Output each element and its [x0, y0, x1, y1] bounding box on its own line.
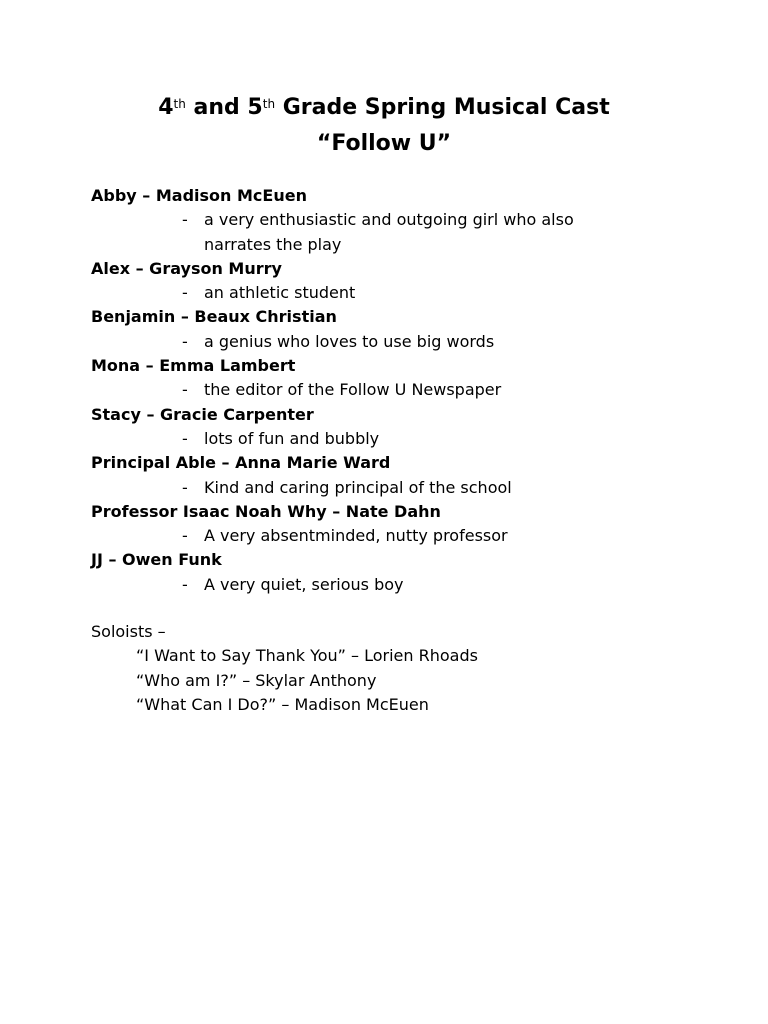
title-superscript-th-2: th	[262, 97, 276, 111]
cast-entry	[91, 403, 691, 452]
cast-role: JJ – Owen Funk	[91, 550, 222, 570]
description-line: A very quiet, serious boy	[204, 574, 404, 594]
cast-description	[91, 378, 691, 402]
cast-role: Stacy – Gracie Carpenter	[91, 404, 314, 424]
cast-list	[91, 184, 691, 597]
cast-entry	[91, 548, 691, 597]
description-line: a genius who loves to use big words	[204, 331, 495, 351]
description-line: A very absentminded, nutty professor	[204, 526, 508, 546]
soloist-item: “What Can I Do?” – Madison McEuen	[136, 694, 429, 714]
description-line: an athletic student	[204, 283, 356, 303]
cast-description	[91, 427, 691, 451]
soloists-heading: Soloists –	[91, 622, 166, 641]
bullet-dash: -	[182, 380, 188, 400]
cast-description	[91, 573, 691, 597]
title-text-4: 4	[158, 95, 174, 120]
cast-description	[91, 476, 691, 500]
cast-role: Abby – Madison McEuen	[91, 186, 307, 205]
bullet-dash: -	[182, 526, 188, 546]
bullet-dash: -	[182, 428, 188, 448]
cast-description	[91, 208, 691, 257]
description-line: narrates the play	[204, 234, 342, 254]
description-line: lots of fun and bubbly	[204, 428, 380, 448]
cast-entry	[91, 184, 691, 257]
cast-entry	[91, 500, 691, 549]
bullet-dash: -	[182, 574, 188, 594]
bullet-dash: -	[182, 477, 188, 497]
description-line: Kind and caring principal of the school	[204, 477, 512, 497]
cast-role: Principal Able – Anna Marie Ward	[91, 453, 391, 473]
cast-description	[91, 524, 691, 548]
cast-description	[91, 330, 691, 354]
cast-role: Alex – Grayson Murry	[91, 258, 282, 278]
page-title	[0, 94, 768, 122]
cast-entry	[91, 305, 691, 354]
cast-role: Benjamin – Beaux Christian	[91, 307, 337, 327]
description-line: the editor of the Follow U Newspaper	[204, 380, 502, 400]
bullet-dash: -	[182, 283, 188, 303]
bullet-dash: -	[182, 210, 188, 230]
cast-entry	[91, 354, 691, 403]
title-superscript-th-1: th	[173, 97, 186, 111]
cast-entry	[91, 451, 691, 500]
cast-description	[91, 281, 691, 305]
cast-role: Mona – Emma Lambert	[91, 356, 296, 376]
description-line: a very enthusiastic and outgoing girl who also	[204, 210, 574, 230]
title-text-grade: Grade Spring Musical Cast	[275, 95, 610, 120]
cast-role: Professor Isaac Noah Why – Nate Dahn	[91, 501, 441, 521]
soloist-item: “Who am I?” – Skylar Anthony	[136, 670, 377, 690]
bullet-dash: -	[182, 331, 188, 351]
soloists-section	[91, 620, 691, 717]
show-title: “Follow U”	[316, 131, 452, 156]
cast-entry	[91, 257, 691, 306]
title-text-and-5: and 5	[185, 95, 263, 120]
soloist-item: “I Want to Say Thank You” – Lorien Rhoads	[136, 646, 478, 666]
